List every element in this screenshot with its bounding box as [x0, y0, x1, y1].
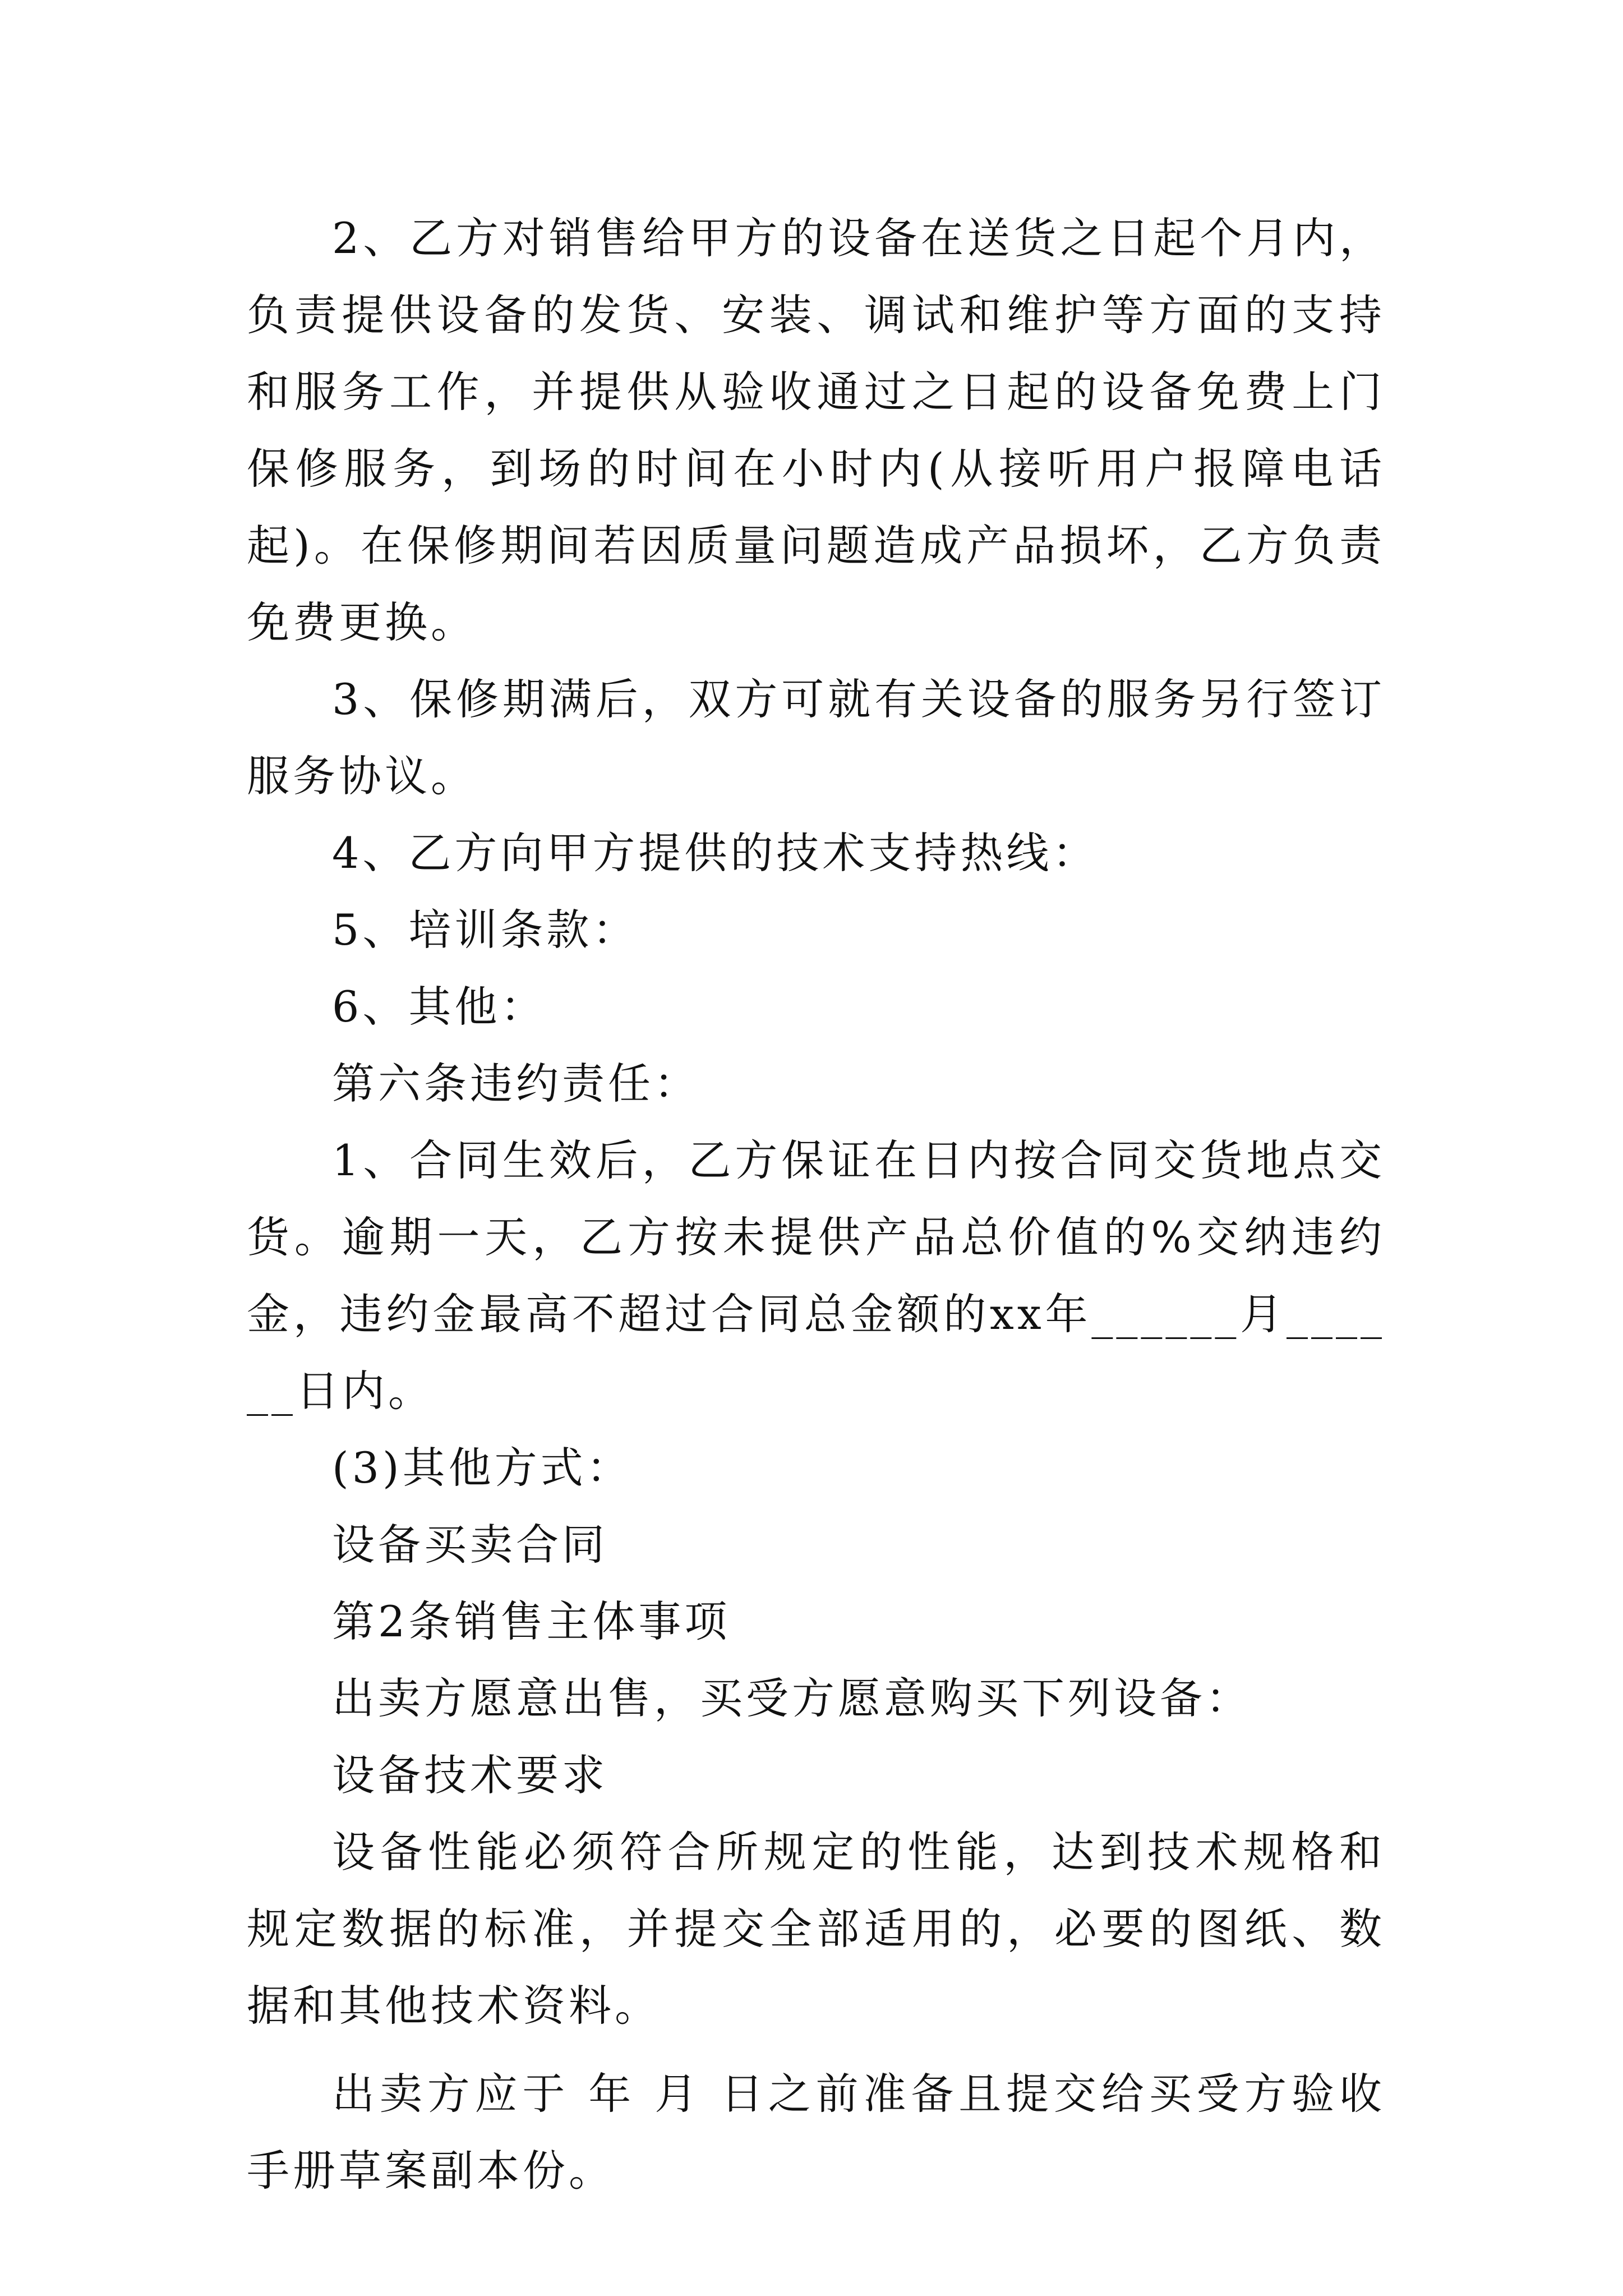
section-heading-tech-requirements: 设备技术要求	[332, 1750, 608, 1800]
paragraph-delivery-penalty: 1、合同生效后，乙方保证在日内按合同交货地点交货。逾期一天，乙方按未提供产品总价值的%交纳违约金，违约金最高不超过合同总金额的xx年______月______日内。	[247, 1135, 1385, 1416]
contract-title: 设备买卖合同	[332, 1520, 608, 1570]
document-body	[247, 200, 1385, 2209]
paragraph-support-hotline: 4、乙方向甲方提供的技术支持热线：	[332, 828, 1099, 878]
section-heading-liability: 第六条违约责任：	[332, 1059, 700, 1108]
paragraph-training-terms: 5、培训条款：	[332, 905, 639, 955]
paragraph-warranty-service: 2、乙方对销售给甲方的设备在送货之日起个月内，负责提供设备的发货、安装、调试和维护等方面的支持和服务工作，并提供从验收通过之日起的设备免费上门保修服务，到场的时间在小时内(从接听用户报障电话起)。在保修期间若因质量问题造成产品损坏，乙方负责免费更换。	[247, 213, 1385, 647]
paragraph-other: 6、其他：	[332, 982, 547, 1032]
paragraph-acceptance-manual: 出卖方应于 年 月 日之前准备且提交给买受方验收手册草案副本份。	[247, 2069, 1385, 2196]
paragraph-performance-requirements: 设备性能必须符合所规定的性能，达到技术规格和规定数据的标准，并提交全部适用的，必要的图纸、数据和其他技术资料。	[247, 1827, 1385, 2031]
paragraph-sale-intent: 出卖方愿意出售，买受方愿意购买下列设备：	[332, 1673, 1252, 1723]
paragraph-other-methods: (3)其他方式：	[332, 1443, 633, 1493]
paragraph-warranty-expiry: 3、保修期满后，双方可就有关设备的服务另行签订服务协议。	[247, 674, 1385, 801]
section-heading-sale-subject: 第2条销售主体事项	[332, 1596, 731, 1646]
